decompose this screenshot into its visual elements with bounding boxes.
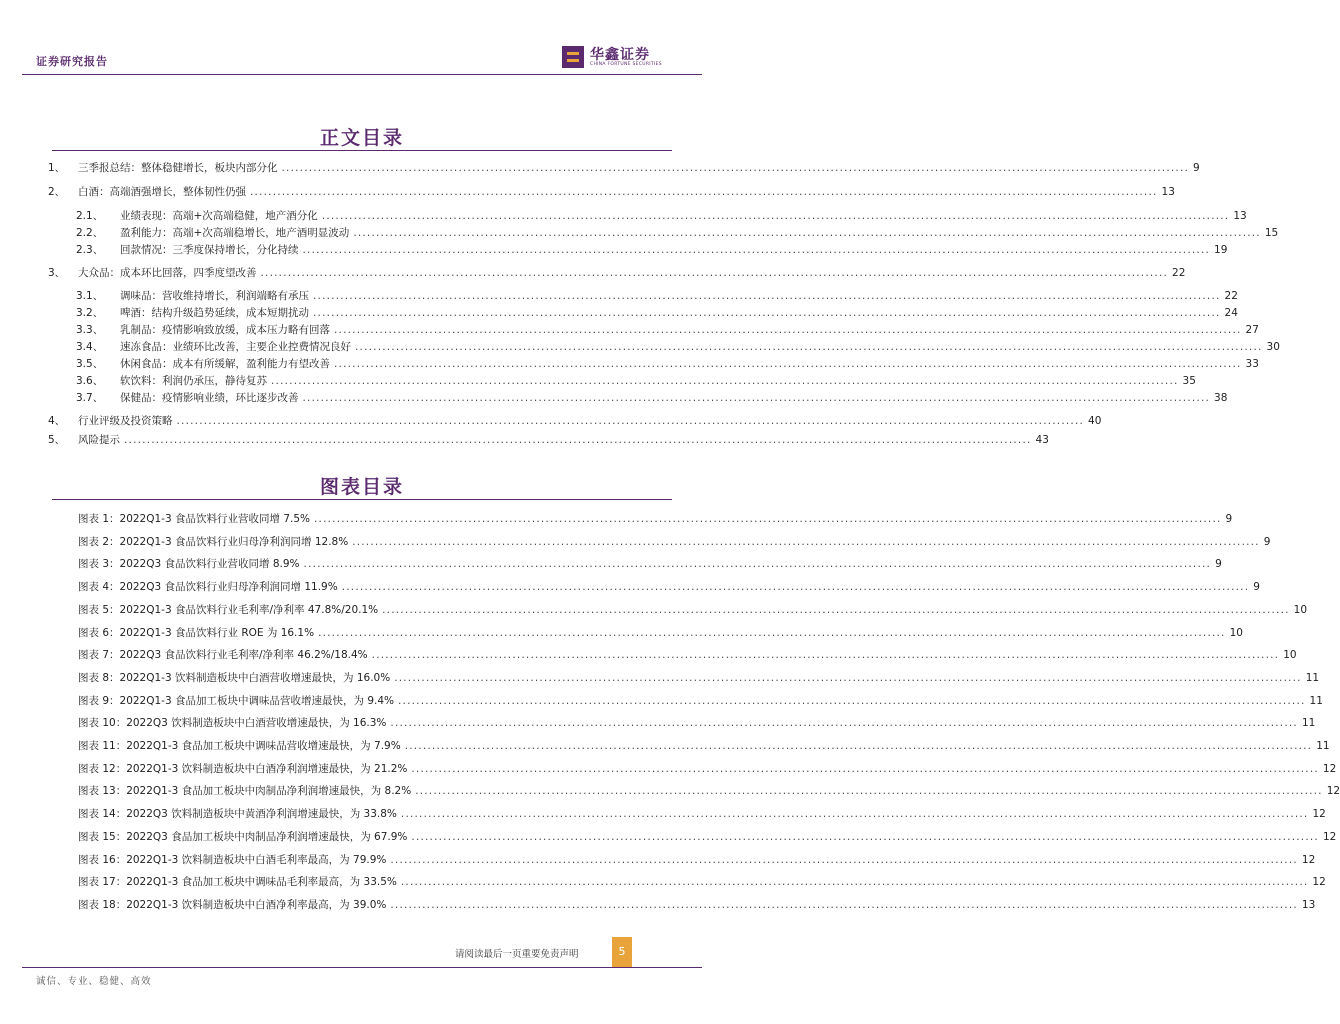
toc-entry-title: 软饮料：利润仍承压，静待复苏 (120, 375, 267, 387)
toc-entry-number: 1、 (48, 162, 66, 174)
dot-leader: ........................................................................................................................................................................................................ (390, 898, 1298, 911)
toc-entry-number: 3.1、 (76, 290, 104, 302)
dot-leader: ........................................................................................................................................................................................................ (334, 358, 1242, 370)
dot-leader: ........................................................................................................................................................................................................ (302, 244, 1211, 256)
dot-leader: ........................................................................................................................................................................................................ (411, 830, 1319, 843)
toc-entry-title: 图表 18：2022Q1-3 饮料制造板块中白酒净利率最高，为 39.0% (78, 898, 387, 911)
toc-entry[interactable] (0, 356, 1259, 372)
toc-entry[interactable] (0, 413, 1102, 429)
toc-entry-number: 2.3、 (76, 244, 104, 256)
report-type-label: 证券研究报告 (36, 55, 108, 68)
toc-entry-page: 27 (1245, 324, 1259, 336)
dot-leader: ........................................................................................................................................................................................................ (355, 341, 1263, 353)
toc-entry-page: 12 (1322, 830, 1337, 843)
toc-entry[interactable] (0, 625, 1243, 641)
toc-entry[interactable] (0, 602, 1308, 618)
dot-leader: ........................................................................................................................................................................................................ (390, 717, 1298, 730)
dot-leader: ........................................................................................................................................................................................................ (124, 434, 1032, 446)
toc-entry-number: 4、 (48, 415, 66, 427)
toc-entry-page: 10 (1293, 603, 1308, 616)
dot-leader: ........................................................................................................................................................................................................ (176, 415, 1085, 427)
toc-title-divider (52, 150, 672, 151)
toc-entry[interactable] (0, 305, 1238, 321)
dot-leader: ........................................................................................................................................................................................................ (303, 558, 1212, 571)
toc-entry-title: 速冻食品：业绩环比改善，主要企业控费情况良好 (120, 341, 351, 353)
toc-entry[interactable] (0, 339, 1280, 355)
toc-entry-title: 休闲食品：成本有所缓解，盈利能力有望改善 (120, 358, 330, 370)
toc-entry-title: 图表 2：2022Q1-3 食品饮料行业归母净利润同增 12.8% (78, 535, 349, 548)
disclaimer-note: 请阅读最后一页重要免责声明 (455, 949, 579, 960)
toc-entry-number: 2.1、 (76, 210, 104, 222)
toc-entry-title: 图表 11：2022Q1-3 食品加工板块中调味品营收增速最快，为 7.9% (78, 740, 401, 752)
dot-leader: ........................................................................................................................................................................................................ (321, 210, 1230, 222)
toc-entry[interactable] (0, 806, 1326, 822)
toc-entry[interactable] (0, 852, 1316, 868)
toc-entry-page: 33 (1245, 358, 1259, 370)
toc-entry-page: 9 (1263, 535, 1271, 548)
toc-entry[interactable] (0, 693, 1323, 709)
toc-entry-page: 11 (1301, 717, 1316, 730)
toc-entry-page: 15 (1264, 227, 1279, 239)
toc-entry-page: 12 (1301, 853, 1316, 866)
dot-leader: ........................................................................................................................................................................................................ (334, 324, 1242, 336)
dot-leader: ........................................................................................................................................................................................................ (398, 694, 1306, 707)
dot-leader: ........................................................................................................................................................................................................ (314, 513, 1222, 525)
toc-entry-page: 9 (1193, 162, 1200, 174)
toc-entry-title: 图表 3：2022Q3 食品饮料行业营收同增 8.9% (78, 558, 300, 571)
toc-entry-page: 13 (1301, 898, 1316, 911)
toc-entry-title: 业绩表现：高端+次高端稳健，地产酒分化 (120, 210, 318, 222)
dot-leader: ........................................................................................................................................................................................................ (415, 785, 1323, 798)
footer-divider (22, 967, 702, 968)
logo-mark-icon (562, 46, 584, 68)
toc-entry-title: 图表 5：2022Q1-3 食品饮料行业毛利率/净利率 47.8%/20.1% (78, 603, 379, 616)
dot-leader: ........................................................................................................................................................................................................ (371, 649, 1280, 662)
toc-entry-title: 白酒：高端酒强增长，整体韧性仍强 (78, 186, 246, 198)
toc-entry-title: 图表 9：2022Q1-3 食品加工板块中调味品营收增速最快，为 9.4% (78, 694, 395, 707)
company-slogan: 诚信、专业、稳健、高效 (36, 976, 152, 987)
dot-leader: ........................................................................................................................................................................................................ (260, 267, 1169, 279)
dot-leader: ........................................................................................................................................................................................................ (271, 375, 1179, 387)
toc-entry-page: 11 (1305, 671, 1320, 684)
toc-entry-number: 2、 (48, 186, 66, 198)
dot-leader: ........................................................................................................................................................................................................ (318, 626, 1226, 639)
toc-entry[interactable] (0, 738, 1330, 754)
toc-entry-page: 40 (1088, 415, 1102, 427)
toc-entry-page: 24 (1224, 307, 1238, 319)
logo-name: 华鑫证券 (590, 47, 650, 63)
toc-entry[interactable] (0, 265, 1186, 281)
toc-entry[interactable] (0, 322, 1259, 338)
toc-entry[interactable] (0, 432, 1049, 448)
figures-title-divider (52, 499, 672, 500)
toc-entry-title: 图表 16：2022Q1-3 饮料制造板块中白酒毛利率最高，为 79.9% (78, 853, 387, 866)
toc-entry[interactable] (0, 373, 1196, 389)
toc-entry[interactable] (0, 511, 1233, 527)
toc-entry-title: 大众品：成本环比回落，四季度望改善 (78, 267, 257, 279)
toc-entry[interactable] (0, 670, 1320, 686)
toc-entry-title: 图表 17：2022Q1-3 食品加工板块中调味品毛利率最高，为 33.5% (78, 876, 397, 889)
toc-entry-title: 图表 4：2022Q3 食品饮料行业归母净利润同增 11.9% (78, 581, 338, 594)
toc-entry[interactable] (0, 556, 1222, 572)
toc-entry-number: 3.5、 (76, 358, 104, 370)
dot-leader: ........................................................................................................................................................................................................ (390, 853, 1298, 866)
toc-entry-page: 38 (1214, 392, 1228, 404)
toc-entry-page: 12 (1326, 785, 1340, 798)
toc-entry-page: 10 (1283, 649, 1297, 662)
toc-entry[interactable] (0, 715, 1316, 731)
toc-title: 正文目录 (319, 127, 404, 149)
toc-entry-page: 22 (1172, 267, 1186, 279)
toc-entry[interactable] (0, 160, 1200, 176)
toc-entry-number: 3、 (48, 267, 66, 279)
toc-entry[interactable] (0, 783, 1340, 799)
toc-entry-title: 啤酒：结构升级趋势延续，成本短期扰动 (120, 307, 309, 319)
figures-title: 图表目录 (319, 476, 404, 498)
toc-entry-number: 3.7、 (76, 392, 104, 404)
toc-entry-page: 11 (1316, 740, 1330, 752)
dot-leader: ........................................................................................................................................................................................................ (302, 392, 1211, 404)
dot-leader: ........................................................................................................................................................................................................ (404, 740, 1313, 752)
toc-entry-title: 图表 10：2022Q3 饮料制造板块中白酒营收增速最快，为 16.3% (78, 717, 387, 730)
toc-entry[interactable] (0, 288, 1238, 304)
toc-entry-page: 22 (1224, 290, 1238, 302)
toc-entry-title: 图表 15：2022Q3 食品加工板块中肉制品净利润增速最快，为 67.9% (78, 830, 408, 843)
toc-entry-page: 9 (1225, 513, 1233, 525)
toc-entry-page: 30 (1266, 341, 1280, 353)
toc-entry[interactable] (0, 761, 1337, 777)
toc-entry[interactable] (0, 390, 1228, 406)
toc-entry[interactable] (0, 647, 1297, 663)
toc-entry[interactable] (0, 579, 1260, 595)
toc-entry-page: 9 (1253, 581, 1260, 594)
toc-entry-page: 12 (1312, 808, 1326, 821)
toc-entry-page: 13 (1161, 186, 1175, 198)
dot-leader: ........................................................................................................................................................................................................ (382, 603, 1290, 616)
toc-entry[interactable] (0, 225, 1279, 241)
toc-entry[interactable] (0, 242, 1228, 258)
toc-entry-page: 12 (1312, 876, 1326, 889)
dot-leader: ........................................................................................................................................................................................................ (394, 671, 1302, 684)
toc-entry-number: 3.4、 (76, 341, 104, 353)
toc-entry-page: 10 (1229, 626, 1243, 639)
page-number: 5 (612, 937, 632, 967)
dot-leader: ........................................................................................................................................................................................................ (400, 876, 1309, 889)
dot-leader: ........................................................................................................................................................................................................ (353, 227, 1261, 239)
toc-entry-page: 19 (1214, 244, 1228, 256)
toc-entry-page: 12 (1322, 762, 1337, 775)
toc-entry[interactable] (0, 897, 1316, 913)
dot-leader: ........................................................................................................................................................................................................ (411, 762, 1319, 775)
dot-leader: ........................................................................................................................................................................................................ (281, 162, 1190, 174)
toc-entry-title: 图表 6：2022Q1-3 食品饮料行业 ROE 为 16.1% (78, 626, 315, 639)
toc-entry-number: 3.2、 (76, 307, 104, 319)
toc-entry[interactable] (0, 534, 1271, 550)
toc-entry-title: 图表 12：2022Q1-3 饮料制造板块中白酒净利润增速最快，为 21.2% (78, 762, 408, 775)
toc-entry-page: 9 (1215, 558, 1222, 571)
toc-entry-title: 图表 8：2022Q1-3 饮料制造板块中白酒营收增速最快，为 16.0% (78, 671, 391, 684)
toc-entry-number: 2.2、 (76, 227, 104, 239)
toc-entry-title: 三季报总结：整体稳健增长，板块内部分化 (78, 162, 278, 174)
dot-leader: ........................................................................................................................................................................................................ (313, 307, 1221, 319)
toc-entry-title: 回款情况：三季度保持增长，分化持续 (120, 244, 299, 256)
toc-entry-title: 盈利能力：高端+次高端稳增长，地产酒明显波动 (120, 227, 350, 239)
toc-entry-title: 图表 13：2022Q1-3 食品加工板块中肉制品净利润增速最快，为 8.2% (78, 785, 412, 798)
toc-entry-page: 13 (1233, 210, 1247, 222)
dot-leader: ........................................................................................................................................................................................................ (341, 581, 1250, 594)
toc-entry[interactable] (0, 829, 1337, 845)
toc-entry-page: 11 (1309, 694, 1323, 707)
toc-entry-title: 调味品：营收维持增长，利润端略有承压 (120, 290, 309, 302)
toc-entry-number: 3.6、 (76, 375, 104, 387)
toc-entry-title: 行业评级及投资策略 (78, 415, 173, 427)
toc-entry[interactable] (0, 184, 1175, 200)
header-divider (22, 74, 702, 75)
toc-entry-title: 保健品：疫情影响业绩，环比逐步改善 (120, 392, 299, 404)
toc-entry-title: 风险提示 (78, 434, 120, 446)
dot-leader: ........................................................................................................................................................................................................ (250, 186, 1158, 198)
toc-entry[interactable] (0, 208, 1247, 224)
toc-entry-title: 图表 7：2022Q3 食品饮料行业毛利率/净利率 46.2%/18.4% (78, 649, 368, 662)
toc-entry-title: 乳制品：疫情影响致放缓，成本压力略有回落 (120, 324, 330, 336)
toc-entry-title: 图表 14：2022Q3 饮料制造板块中黄酒净利润增速最快，为 33.8% (78, 808, 397, 821)
logo-english-name: CHINA FORTUNE SECURITIES (590, 62, 662, 67)
toc-entry-number: 3.3、 (76, 324, 104, 336)
toc-entry[interactable] (0, 874, 1326, 890)
dot-leader: ........................................................................................................................................................................................................ (400, 808, 1309, 821)
dot-leader: ........................................................................................................................................................................................................ (352, 535, 1260, 548)
dot-leader: ........................................................................................................................................................................................................ (313, 290, 1221, 302)
company-logo (562, 44, 672, 72)
toc-entry-page: 43 (1035, 434, 1049, 446)
toc-entry-number: 5、 (48, 434, 66, 446)
toc-entry-title: 图表 1：2022Q1-3 食品饮料行业营收同增 7.5% (78, 513, 311, 525)
toc-entry-page: 35 (1182, 375, 1196, 387)
